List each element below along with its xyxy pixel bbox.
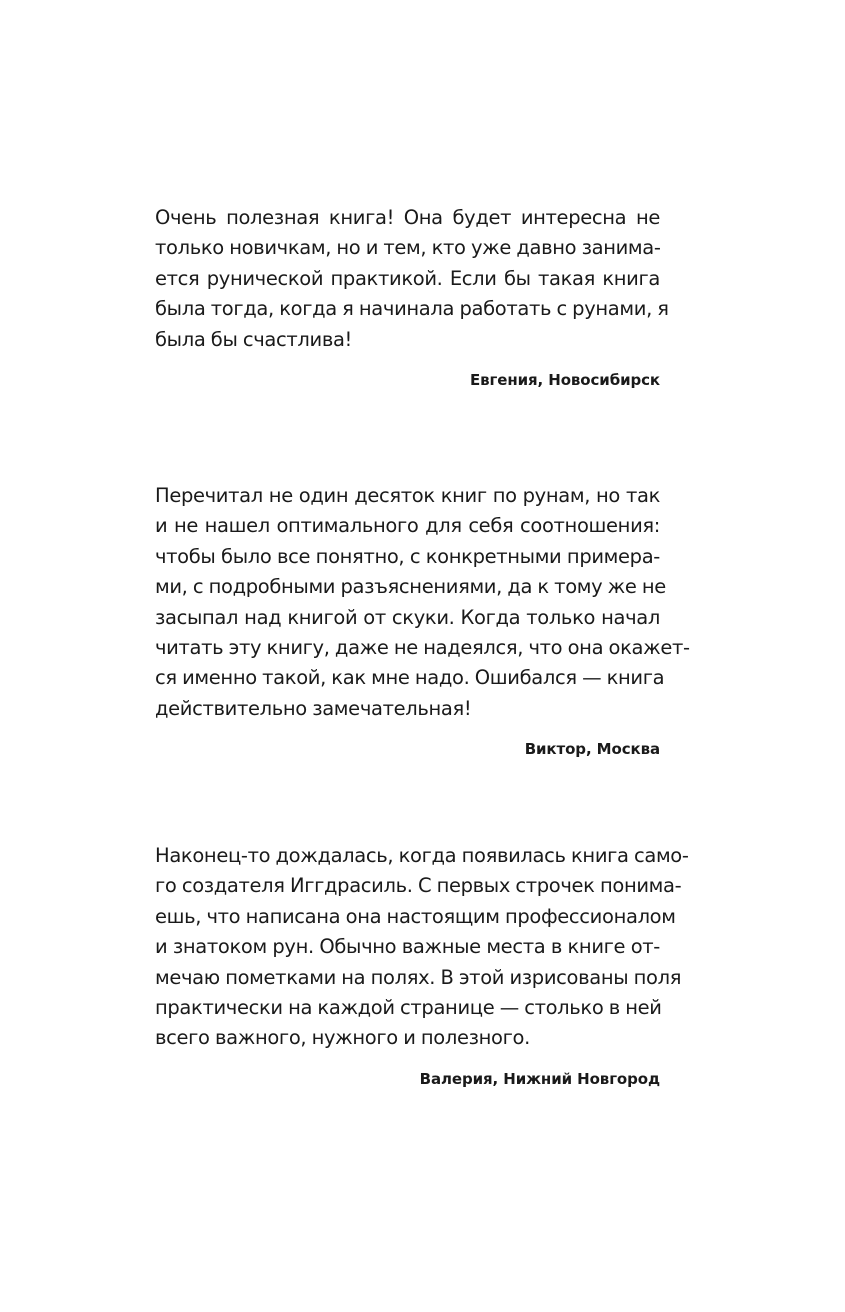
review-text-line: Перечитал не один десяток книг по рунам, но так xyxy=(155,484,660,507)
review-text-line: Очень полезная книга! Она будет интересна не xyxy=(155,206,660,229)
review-text-line: читать эту книгу, даже не надеялся, что она окажет- xyxy=(155,635,690,659)
review-text-line: только новичкам, но и тем, кто уже давно занима- xyxy=(155,236,661,260)
review-text-line: ется рунической практикой. Если бы такая книга xyxy=(155,266,660,290)
review-text-line: чтобы было все понятно, с конкретными примера- xyxy=(155,544,660,568)
review-text-line: ешь, что написана она настоящим профессионалом xyxy=(155,904,676,928)
review-text-line: мечаю пометками на полях. В этой изрисованы поля xyxy=(155,965,682,989)
review-text-line: всего важного, нужного и полезного. xyxy=(155,1026,530,1050)
review-author: Евгения, Новосибирск xyxy=(469,370,660,389)
review-text-line: была бы счастлива! xyxy=(155,327,353,351)
review-author: Валерия, Нижний Новгород xyxy=(419,1069,660,1088)
review-text-line: засыпал над книгой от скуки. Когда только начал xyxy=(155,605,660,629)
review-text-line: ми, с подробными разъяснениями, да к тому же не xyxy=(155,575,666,599)
review-text-line: и знатоком рун. Обычно важные места в книге от- xyxy=(155,935,660,959)
review-text-line: го создателя Иггдрасиль. С первых строчек понима- xyxy=(155,874,682,898)
review-text-line: ся именно такой, как мне надо. Ошибался — книга xyxy=(155,666,665,690)
review-text-line: действительно замечательная! xyxy=(155,696,472,720)
review-text-line: и не нашел оптимального для себя соотношения: xyxy=(155,514,660,538)
review-text-line: практически на каждой странице — столько в ней xyxy=(155,995,662,1019)
review-text-line: Наконец-то дождалась, когда появилась книга само- xyxy=(155,844,689,867)
review-block xyxy=(155,481,690,759)
review-block xyxy=(155,203,669,390)
review-text-line: была тогда, когда я начинала работать с рунами, я xyxy=(155,297,669,321)
review-author: Виктор, Москва xyxy=(524,740,660,759)
review-block xyxy=(155,841,689,1089)
